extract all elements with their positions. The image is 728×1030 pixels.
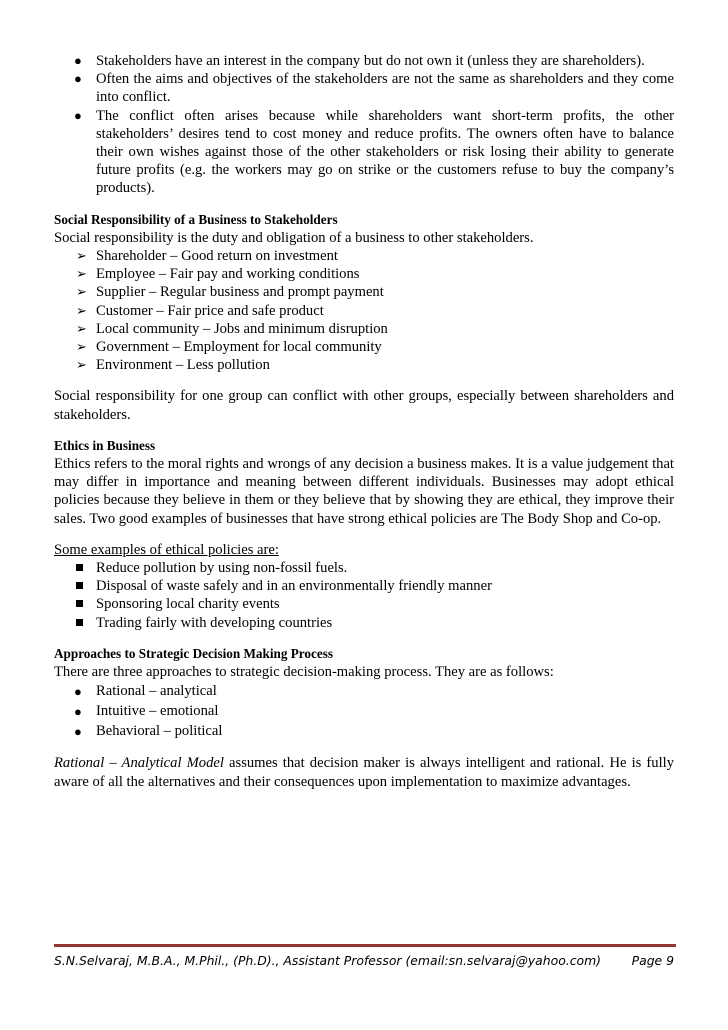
- rational-model-text: assumes that decision maker is always intelligent and rational. He is fully aware of all the alternatives and their consequences upon implementation to maximize advantages.: [54, 755, 674, 790]
- footer-author: S.N.Selvaraj, M.B.A., M.Phil., (Ph.D)., Assistant Professor (email:sn.selvaraj@yahoo.com): [54, 953, 602, 968]
- social-responsibility-intro: Social responsibility is the duty and obligation of a business to other stakeholders.: [54, 229, 534, 246]
- arrow-bullet-icon: ➢: [76, 302, 87, 318]
- list-item: ➢ Local community – Jobs and minimum disruption: [76, 320, 388, 337]
- list-item: ● Often the aims and objectives of the stakeholders are not the same as shareholders and they come into conflict.: [74, 71, 674, 106]
- list-item: ● Rational – analytical: [54, 681, 674, 701]
- ethics-body: Ethics refers to the moral rights and wrongs of any decision a business makes. It is a value judgement that may differ in importance and meaning between different individuals. Businesses may adopt ethical policies because they believe in them or they believe that by showing they are ethical, they improve their sales. Two good examples of businesses that have strong ethical policies are The Body Shop and Co-op.: [54, 456, 674, 527]
- list-item: ➢ Customer – Fair price and safe product: [76, 302, 324, 319]
- list-item: ● Behavioral – political: [54, 721, 674, 741]
- arrow-bullet-icon: ➢: [76, 284, 87, 300]
- social-responsibility-conclusion: Social responsibility for one group can conflict with other groups, especially between shareholders and stakeholders.: [54, 388, 674, 423]
- arrow-bullet-icon: ➢: [76, 320, 87, 336]
- stakeholder-bullet-list: [54, 52, 674, 198]
- rational-model-term: Rational – Analytical Model: [54, 755, 224, 772]
- list-item: ➢ Employee – Fair pay and working conditions: [76, 266, 360, 283]
- approaches-list: [54, 681, 674, 741]
- list-item: ● The conflict often arises because while shareholders want short-term profits, the other stakeholders’ desires tend to cost money and reduce profits. The owners often have to balance their own wishes against those of the other stakeholders or risk losing their ability to generate future profits (e.g. the workers may go on strike or the customers refuse to buy the company’s products).: [74, 107, 674, 197]
- bullet-dot-icon: ●: [74, 704, 82, 720]
- list-item: ● Stakeholders have an interest in the company but do not own it (unless they are shareholders).: [74, 53, 645, 69]
- arrow-bullet-icon: ➢: [76, 266, 87, 282]
- footer-rule: [54, 944, 676, 947]
- list-item: Trading fairly with developing countries: [54, 614, 674, 632]
- arrow-bullet-icon: ➢: [76, 357, 87, 373]
- rational-model-paragraph: [54, 754, 674, 790]
- page-footer: [54, 953, 674, 971]
- list-item: ➢ Government – Employment for local community: [76, 339, 382, 356]
- document-page: [54, 52, 674, 791]
- list-item: ● Intuitive – emotional: [54, 701, 674, 721]
- square-bullet-icon: [76, 600, 83, 607]
- footer-page-number: Page 9: [631, 953, 674, 968]
- social-responsibility-list: [54, 247, 674, 374]
- square-bullet-icon: [76, 564, 83, 571]
- ethics-heading: Ethics in Business: [54, 437, 156, 453]
- approaches-intro: There are three approaches to strategic decision-making process. They are as follows:: [54, 664, 554, 681]
- list-item: Reduce pollution by using non-fossil fuels.: [54, 559, 674, 577]
- ethical-policies-list: [54, 559, 674, 632]
- arrow-bullet-icon: ➢: [76, 248, 87, 264]
- list-item: ➢ Shareholder – Good return on investment: [76, 248, 338, 265]
- bullet-dot-icon: ●: [74, 684, 82, 700]
- bullet-dot-icon: ●: [74, 724, 82, 740]
- list-item: ➢ Environment – Less pollution: [76, 357, 270, 374]
- square-bullet-icon: [76, 582, 83, 589]
- ethical-policies-heading: Some examples of ethical policies are:: [54, 541, 279, 558]
- list-item: ➢ Supplier – Regular business and prompt payment: [76, 284, 384, 301]
- bullet-dot-icon: ●: [74, 71, 82, 87]
- list-item: Disposal of waste safely and in an environmentally friendly manner: [54, 577, 674, 595]
- arrow-bullet-icon: ➢: [76, 339, 87, 355]
- bullet-dot-icon: ●: [74, 53, 82, 68]
- social-responsibility-heading: Social Responsibility of a Business to Stakeholders: [54, 211, 338, 227]
- list-item: Sponsoring local charity events: [54, 595, 674, 613]
- approaches-heading: Approaches to Strategic Decision Making Process: [54, 645, 333, 661]
- bullet-dot-icon: ●: [74, 107, 82, 123]
- square-bullet-icon: [76, 619, 83, 626]
